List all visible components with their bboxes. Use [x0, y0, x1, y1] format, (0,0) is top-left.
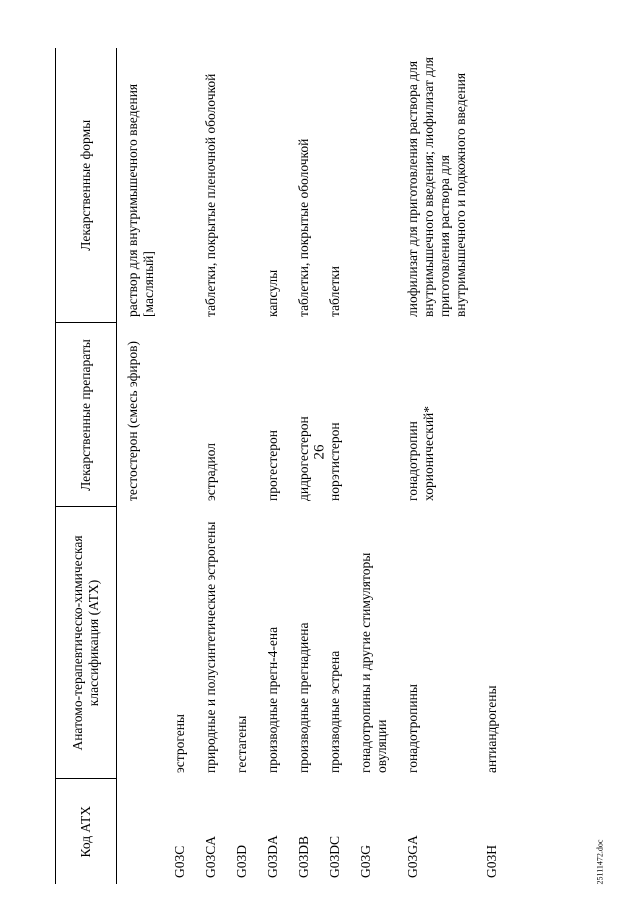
cell-classification: производные эстрена [327, 650, 342, 773]
cell-drug: прогестерон [265, 429, 280, 501]
cell-classification: эстрогены [172, 714, 187, 773]
cell-code: G03DC [327, 835, 342, 878]
cell-classification: гонадотропины [405, 684, 420, 773]
table-row [397, 48, 476, 884]
table-row [117, 48, 165, 884]
cell-drug [164, 323, 195, 507]
table-header-row [56, 48, 117, 884]
page-number: 26 [311, 444, 328, 460]
table-row [350, 48, 397, 884]
cell-code: G03H [484, 845, 499, 878]
document-reference: 25111472.doc [595, 839, 605, 885]
cell-drug: дидрогестерон [296, 416, 311, 501]
cell-drug: тестостерон (смесь эфиров) [125, 341, 140, 501]
cell-forms [226, 48, 257, 323]
cell-code: G03CA [203, 835, 218, 878]
cell-classification: природные и полусинтетические эстрогены [203, 521, 218, 773]
cell-forms: таблетки, покрытые оболочкой [296, 138, 311, 317]
cell-forms: таблетки, покрытые пленочной оболочкой [203, 73, 218, 317]
cell-forms [164, 48, 195, 323]
header-forms: Лекарственные формы [56, 48, 117, 323]
cell-drug: гонадотропин хорионический* [405, 405, 436, 501]
cell-code: G03G [358, 845, 373, 878]
table-row [319, 48, 350, 884]
cell-code: G03DB [296, 835, 311, 878]
table-row [164, 48, 195, 884]
cell-drug [226, 323, 257, 507]
cell-classification: производные прегн-4-ена [265, 626, 280, 773]
cell-code [117, 779, 165, 884]
table-row [476, 48, 507, 884]
cell-drug [350, 323, 397, 507]
cell-classification: гестагены [234, 715, 249, 773]
cell-code: G03DA [265, 835, 280, 878]
cell-forms: капсулы [265, 269, 280, 317]
cell-code: G03C [172, 845, 187, 878]
table-row [226, 48, 257, 884]
table-row [257, 48, 288, 884]
cell-forms: раствор для внутримышечного введения [масляный] [125, 83, 156, 317]
cell-forms [476, 48, 507, 323]
rotated-table-container [55, 48, 585, 884]
cell-classification: антиандрогены [484, 685, 499, 773]
cell-forms: таблетки [327, 265, 342, 317]
table-body [117, 48, 508, 884]
cell-drug [476, 323, 507, 507]
atc-drug-table [55, 48, 507, 884]
cell-classification [117, 507, 165, 779]
cell-code: G03D [234, 845, 249, 878]
cell-drug: эстрадиол [203, 443, 218, 501]
cell-forms: лиофилизат для приготовления раствора для внутримышечного введения; лиофилизат для приготовления раствора для внутримышечного и подкожного введения [405, 57, 468, 317]
cell-forms [350, 48, 397, 323]
cell-drug: норэтистерон [327, 422, 342, 501]
cell-code: G03GA [405, 835, 420, 878]
header-classification: Анатомо-терапевтическо-химическая классификация (АТХ) [56, 507, 117, 779]
table-row [288, 48, 319, 884]
cell-classification: гонадотропины и другие стимуляторы овуляции [358, 552, 389, 773]
header-drugs: Лекарственные препараты [56, 323, 117, 507]
cell-classification: производные прегнадиена [296, 622, 311, 773]
table-row [195, 48, 226, 884]
header-code: Код АТХ [56, 779, 117, 884]
